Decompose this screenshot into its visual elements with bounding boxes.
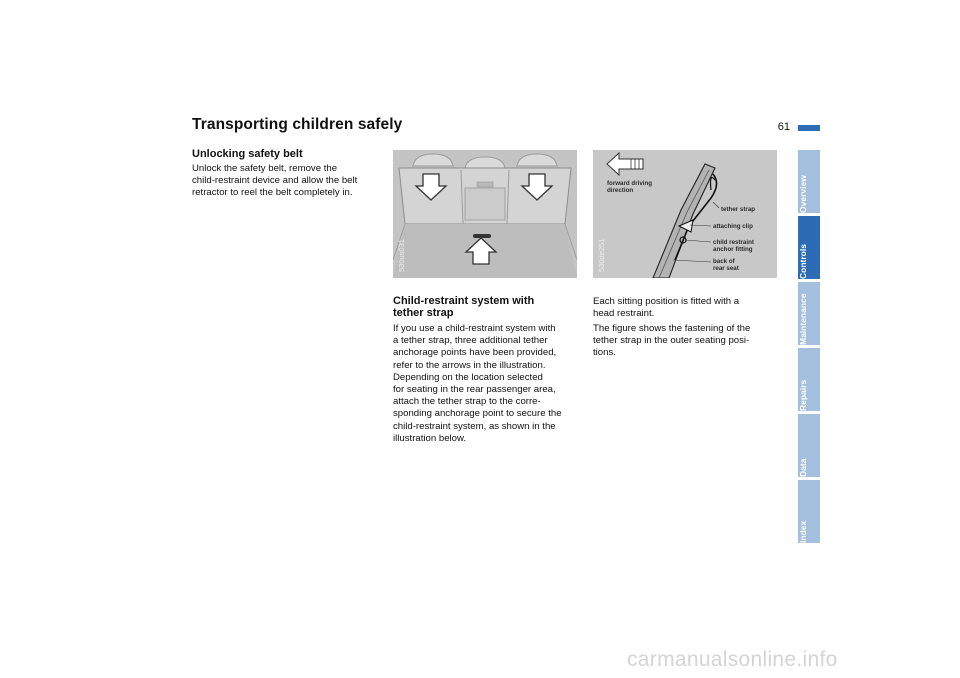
- cargo-area-illustration: [393, 150, 577, 278]
- label-tether-strap: tether strap: [721, 206, 756, 213]
- figure-cargo-code: 530us031: [397, 239, 406, 272]
- tether-strap-illustration: [593, 150, 777, 278]
- label-anchor-line1: child restraint: [713, 239, 754, 246]
- section-text-tether: If you use a child-restraint system with a tether strap, three additional tether anchorage points have been provided, refer to the arrows in the illustration. Depending on the location selected for seating in the rear passenger area, attach the tether strap to the corre- sponding anchorage point to secure the child-restraint system, as shown in the illustration below.: [393, 323, 562, 444]
- watermark: carmanualsonline.info: [627, 648, 838, 671]
- tab-data[interactable]: Data: [798, 414, 820, 477]
- section-text-unlocking: Unlock the safety belt, remove the child-restraint device and allow the belt retractor to reel the belt completely in.: [192, 163, 358, 199]
- figure-cargo-area: [393, 150, 577, 278]
- section-heading-unlocking: Unlocking safety belt: [192, 148, 303, 160]
- label-direction-line1: forward driving: [607, 180, 653, 187]
- page-number-bar: [798, 125, 820, 131]
- tab-index[interactable]: Index: [798, 480, 820, 543]
- page-title: Transporting children safely: [192, 116, 403, 133]
- section-heading-tether: Child-restraint system with tether strap: [393, 295, 535, 319]
- label-direction-line2: direction: [607, 187, 634, 194]
- tab-repairs[interactable]: Repairs: [798, 348, 820, 411]
- tab-maintenance[interactable]: Maintenance: [798, 282, 820, 345]
- tab-overview[interactable]: Overview: [798, 150, 820, 213]
- label-attaching-clip: attaching clip: [713, 223, 753, 230]
- page-number: 61: [777, 121, 790, 133]
- label-anchor-line2: anchor fitting: [713, 246, 753, 253]
- label-seat-line2: rear seat: [713, 265, 739, 272]
- tab-controls[interactable]: Controls: [798, 216, 820, 279]
- section-text-figure-desc: The figure shows the fastening of the tether strap in the outer seating posi- tions.: [593, 323, 751, 359]
- section-text-head-restraint: Each sitting position is fitted with a head restraint.: [593, 296, 740, 320]
- label-seat-line1: back of: [713, 258, 735, 265]
- figure-tether-code: 530de251: [597, 238, 606, 272]
- figure-tether-diagram: [593, 150, 777, 278]
